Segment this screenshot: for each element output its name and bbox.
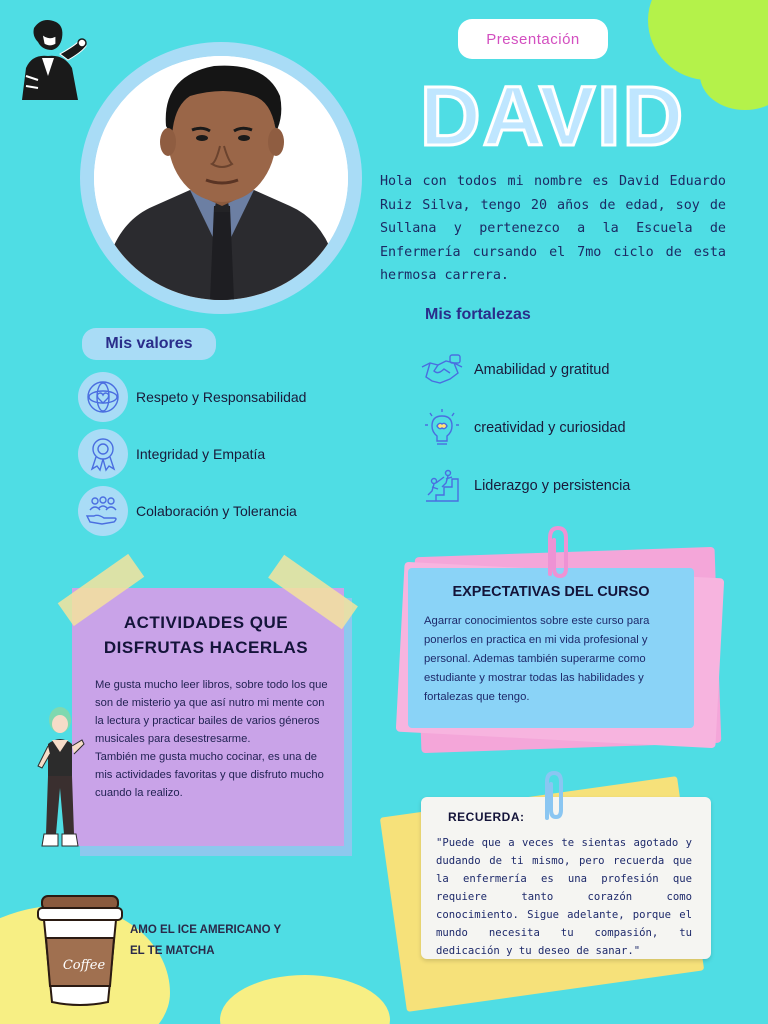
mandala-heart-icon [78, 372, 128, 422]
value-item [78, 429, 358, 479]
expectations-title: EXPECTATIVAS DEL CURSO [452, 584, 650, 600]
presentation-badge: Presentación [458, 19, 608, 59]
value-label: Integridad y Empatía [136, 446, 266, 462]
handshake-icon [420, 350, 464, 390]
strength-label: creatividad y curiosidad [474, 420, 626, 436]
reminder-title: RECUERDA: [448, 810, 525, 824]
coffee-cup-label: Coffee [62, 958, 106, 973]
paperclip-icon [538, 524, 574, 584]
reminder-quote: "Puede que a veces te sientas agotado y dudando de ti mismo, pero recuerda que la enfermería es una profesión que requiere tanto corazón como conocimiento. Sigue adelante, porque el mundo necesita tu compasión, tu dedicación y tu deseo de sanar." [436, 837, 692, 957]
page-title-name: DAVID [420, 69, 686, 163]
activities-body: Me gusta mucho leer libros, sobre todo los que son de misterio ya que así nutro mi mente con la lectura y practicar bailes de varios géneros musicales para desestresarme. También me gusta mucho cocinar, es una de mis actividades favoritas y que disfruto mucho cuando la realizo. [95, 679, 328, 799]
dancer-illustration [32, 704, 88, 854]
value-item [78, 372, 358, 422]
value-label: Colaboración y Tolerancia [136, 503, 297, 519]
strength-label: Liderazgo y persistencia [474, 478, 631, 494]
coffee-cup-illustration [34, 892, 126, 1008]
yellow-blob-decoration [220, 975, 390, 1024]
strengths-heading: Mis fortalezas [425, 306, 531, 323]
team-hand-icon [78, 486, 128, 536]
intro-paragraph: Hola con todos mi nombre es David Eduardo Ruiz Silva, tengo 20 años de edad, soy de Sullana y pertenezco a la Escuela de Enfermería cursando el 7mo ciclo de esta hermosa carrera. [380, 174, 726, 283]
paperclip-icon [538, 770, 568, 826]
values-heading: Mis valores [82, 328, 216, 360]
strength-item [420, 408, 720, 448]
value-item [78, 486, 358, 536]
climbing-stairs-icon [420, 466, 464, 506]
strength-label: Amabilidad y gratitud [474, 362, 610, 378]
strength-item [420, 350, 720, 390]
expectations-body: Agarrar conocimientos sobre este curso para ponerlos en practica en mi vida profesional y personal. Ademas también superarme como estudiante y mostrar todas las habilidades y fortalezas que tengo. [424, 615, 650, 703]
singer-illustration [12, 16, 92, 102]
lightbulb-brain-icon [420, 408, 464, 448]
coffee-caption: AMO EL ICE AMERICANO Y EL TE MATCHA [130, 924, 282, 957]
value-label: Respeto y Responsabilidad [136, 389, 307, 405]
profile-photo [94, 56, 348, 300]
activities-title: ACTIVIDADES QUE DISFRUTAS HACERLAS [103, 613, 309, 657]
strength-item [420, 466, 720, 506]
award-ribbon-icon [78, 429, 128, 479]
